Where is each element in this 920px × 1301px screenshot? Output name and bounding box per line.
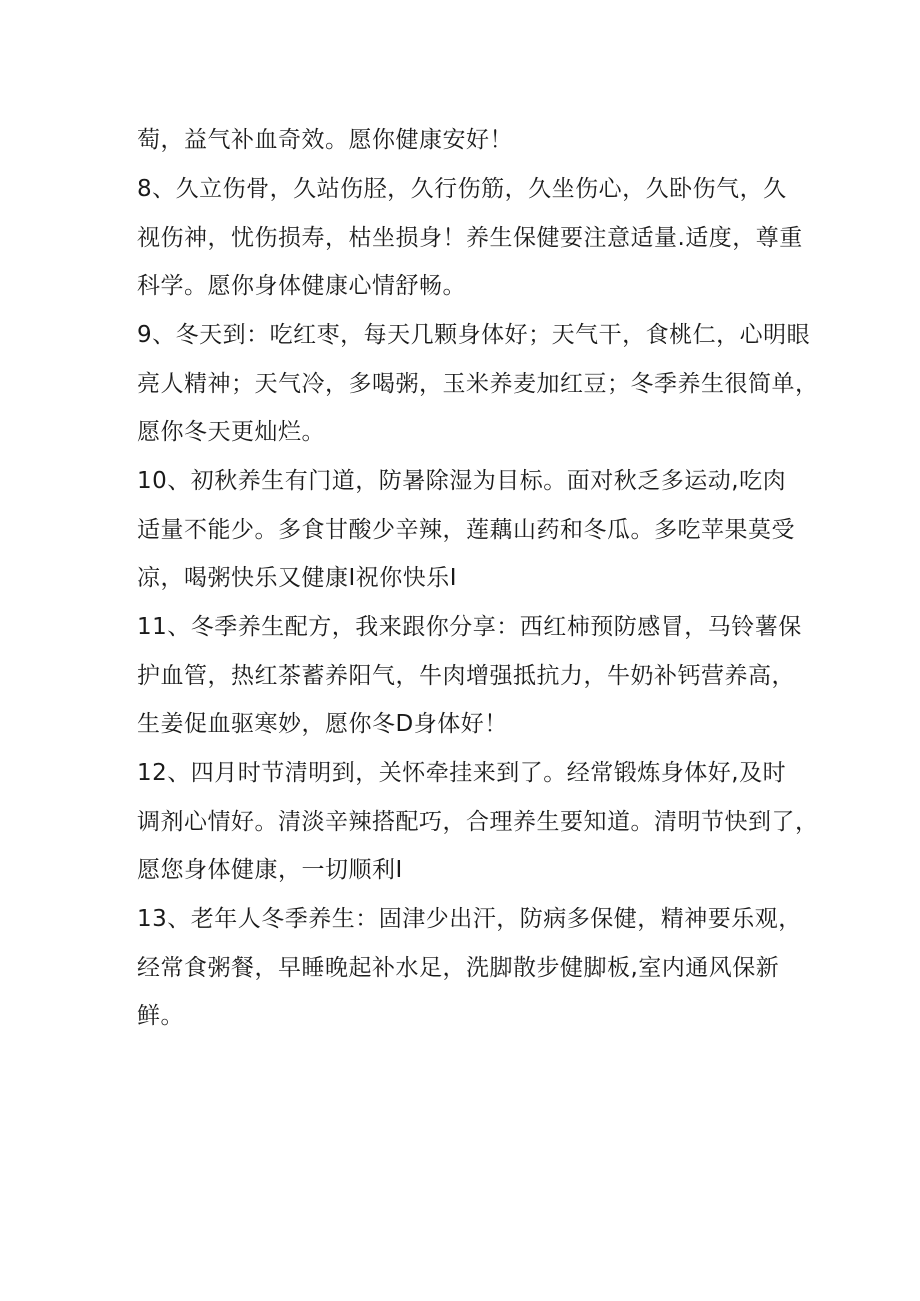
text-line: 科学。愿你身体健康心情舒畅。 — [137, 273, 466, 299]
text-line: 护血管，热红茶蓄养阳气，牛肉增强抵抗力，牛奶补钙营养高， — [137, 663, 795, 689]
text-line: 视伤神，忧伤损寿，枯坐损身！养生保健要注意适量.适度，尊重 — [137, 225, 803, 251]
text-line: 12、四月时节清明到，关怀牵挂来到了。经常锻炼身体好,及时 — [137, 760, 787, 786]
text-line: 凉，喝粥快乐又健康I祝你快乐I — [137, 565, 458, 591]
text-line: 13、老年人冬季养生：固津少出汗，防病多保健，精神要乐观， — [137, 906, 802, 932]
text-line: 9、冬天到：吃红枣，每天几颗身体好；天气干，食桃仁，心明眼 — [137, 322, 811, 348]
text-line: 愿你冬天更灿烂。 — [137, 419, 325, 445]
text-line: 适量不能少。多食甘酸少辛辣，莲藕山药和冬瓜。多吃苹果莫受 — [137, 517, 795, 543]
text-line: 经常食粥餐，早睡晚起补水足，洗脚散步健脚板,室内通风保新 — [137, 955, 780, 981]
text-line: 鲜。 — [137, 1003, 184, 1029]
text-line: 8、久立伤骨，久站伤胫，久行伤筋，久坐伤心，久卧伤气，久 — [137, 176, 787, 202]
text-line: 调剂心情好。清淡辛辣搭配巧，合理养生要知道。清明节快到了， — [137, 809, 819, 835]
text-line: 愿您身体健康，一切顺利I — [137, 857, 403, 883]
text-line: 10、初秋养生有门道，防暑除湿为目标。面对秋乏多运动,吃肉 — [137, 468, 787, 494]
text-line: 11、冬季养生配方，我来跟你分享：西红柿预防感冒，马铃薯保 — [137, 614, 802, 640]
text-line: 亮人精神；天气冷，多喝粥，玉米养麦加红豆；冬季养生很简单， — [137, 371, 819, 397]
text-line: 生姜促血驱寒妙，愿你冬D身体好！ — [137, 711, 508, 737]
text-line: 萄，益气补血奇效。愿你健康安好！ — [137, 127, 513, 153]
